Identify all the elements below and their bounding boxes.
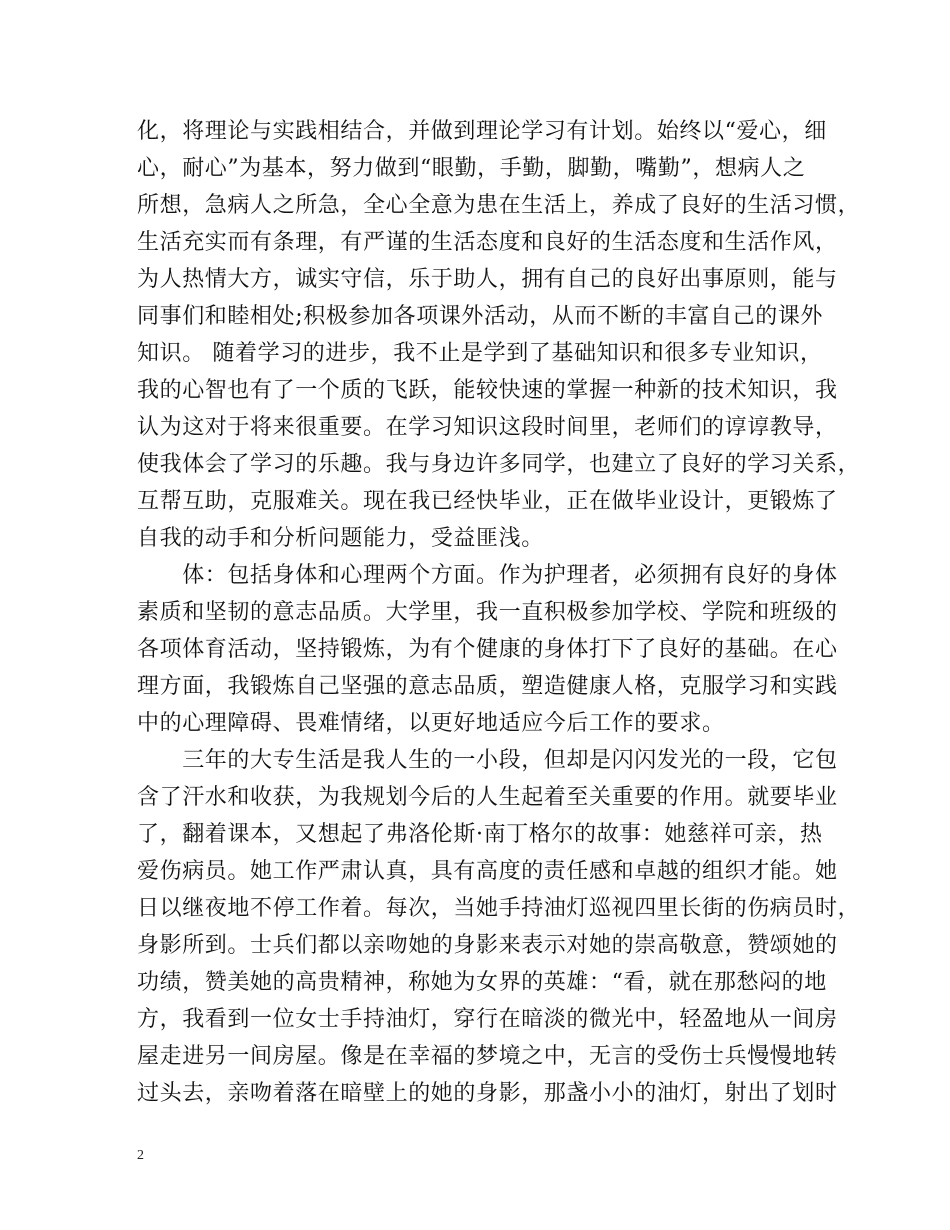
text-line: 中的心理障碍、畏难情绪，以更好地适应今后工作的要求。	[137, 711, 725, 736]
text-line: 理方面，我锻炼自己坚强的意志品质，塑造健康人格，克服学习和实践	[137, 674, 838, 699]
text-line: 日以继夜地不停工作着。每次，当她手持油灯巡视四里长街的伤病员时，	[137, 896, 861, 921]
text-line: 心，耐心”为基本，努力做到“眼勤，手勤，脚勤，嘴勤”，想病人之	[137, 156, 806, 181]
text-line: 同事们和睦相处;积极参加各项课外活动，从而不断的丰富自己的课外	[137, 304, 824, 329]
text-line: 认为这对于将来很重要。在学习知识这段时间里，老师们的谆谆教导，	[137, 415, 838, 440]
text-line: 为人热情大方，诚实守信，乐于助人，拥有自己的良好出事原则，能与	[137, 267, 838, 292]
text-line: 身影所到。士兵们都以亲吻她的身影来表示对她的崇高敬意，赞颂她的	[137, 933, 838, 958]
text-line: 互帮互助，克服难关。现在我已经快毕业，正在做毕业设计，更锻炼了	[137, 489, 838, 514]
text-line: 爱伤病员。她工作严肃认真，具有高度的责任感和卓越的组织才能。她	[137, 859, 838, 884]
page-number: 2	[137, 1148, 144, 1163]
text-line: 知识。 随着学习的进步，我不止是学到了基础知识和很多专业知识，	[137, 341, 823, 366]
text-line: 了，翻着课本，又想起了弗洛伦斯·南丁格尔的故事：她慈祥可亲，热	[137, 822, 823, 847]
text-line: 自我的动手和分析问题能力，受益匪浅。	[137, 526, 544, 551]
text-line: 我的心智也有了一个质的飞跃，能较快速的掌握一种新的技术知识，我	[137, 378, 838, 403]
text-line: 三年的大专生活是我人生的一小段，但却是闪闪发光的一段，它包	[137, 748, 838, 773]
text-line: 所想，急病人之所急，全心全意为患在生活上，养成了良好的生活习惯，	[137, 193, 861, 218]
text-line: 功绩，赞美她的高贵精神，称她为女界的英雄：“看，就在那愁闷的地	[137, 970, 827, 995]
text-line: 各项体育活动，坚持锻炼，为有个健康的身体打下了良好的基础。在心	[137, 637, 838, 662]
text-line: 素质和坚韧的意志品质。大学里，我一直积极参加学校、学院和班级的	[137, 600, 838, 625]
text-line: 生活充实而有条理，有严谨的生活态度和良好的生活态度和生活作风，	[137, 230, 838, 255]
text-line: 含了汗水和收获，为我规划今后的人生起着至关重要的作用。就要毕业	[137, 785, 838, 810]
text-line: 使我体会了学习的乐趣。我与身边许多同学，也建立了良好的学习关系，	[137, 452, 861, 477]
text-line: 体：包括身体和心理两个方面。作为护理者，必须拥有良好的身体	[137, 563, 838, 588]
text-line: 化，将理论与实践相结合，并做到理论学习有计划。始终以“爱心，细	[137, 119, 827, 144]
body-text	[137, 113, 861, 1112]
text-line: 屋走进另一间房屋。像是在幸福的梦境之中，无言的受伤士兵慢慢地转	[137, 1044, 838, 1069]
text-line: 过头去，亲吻着落在暗壁上的她的身影，那盏小小的油灯，射出了划时	[137, 1081, 838, 1106]
text-line: 方，我看到一位女士手持油灯，穿行在暗淡的微光中，轻盈地从一间房	[137, 1007, 838, 1032]
